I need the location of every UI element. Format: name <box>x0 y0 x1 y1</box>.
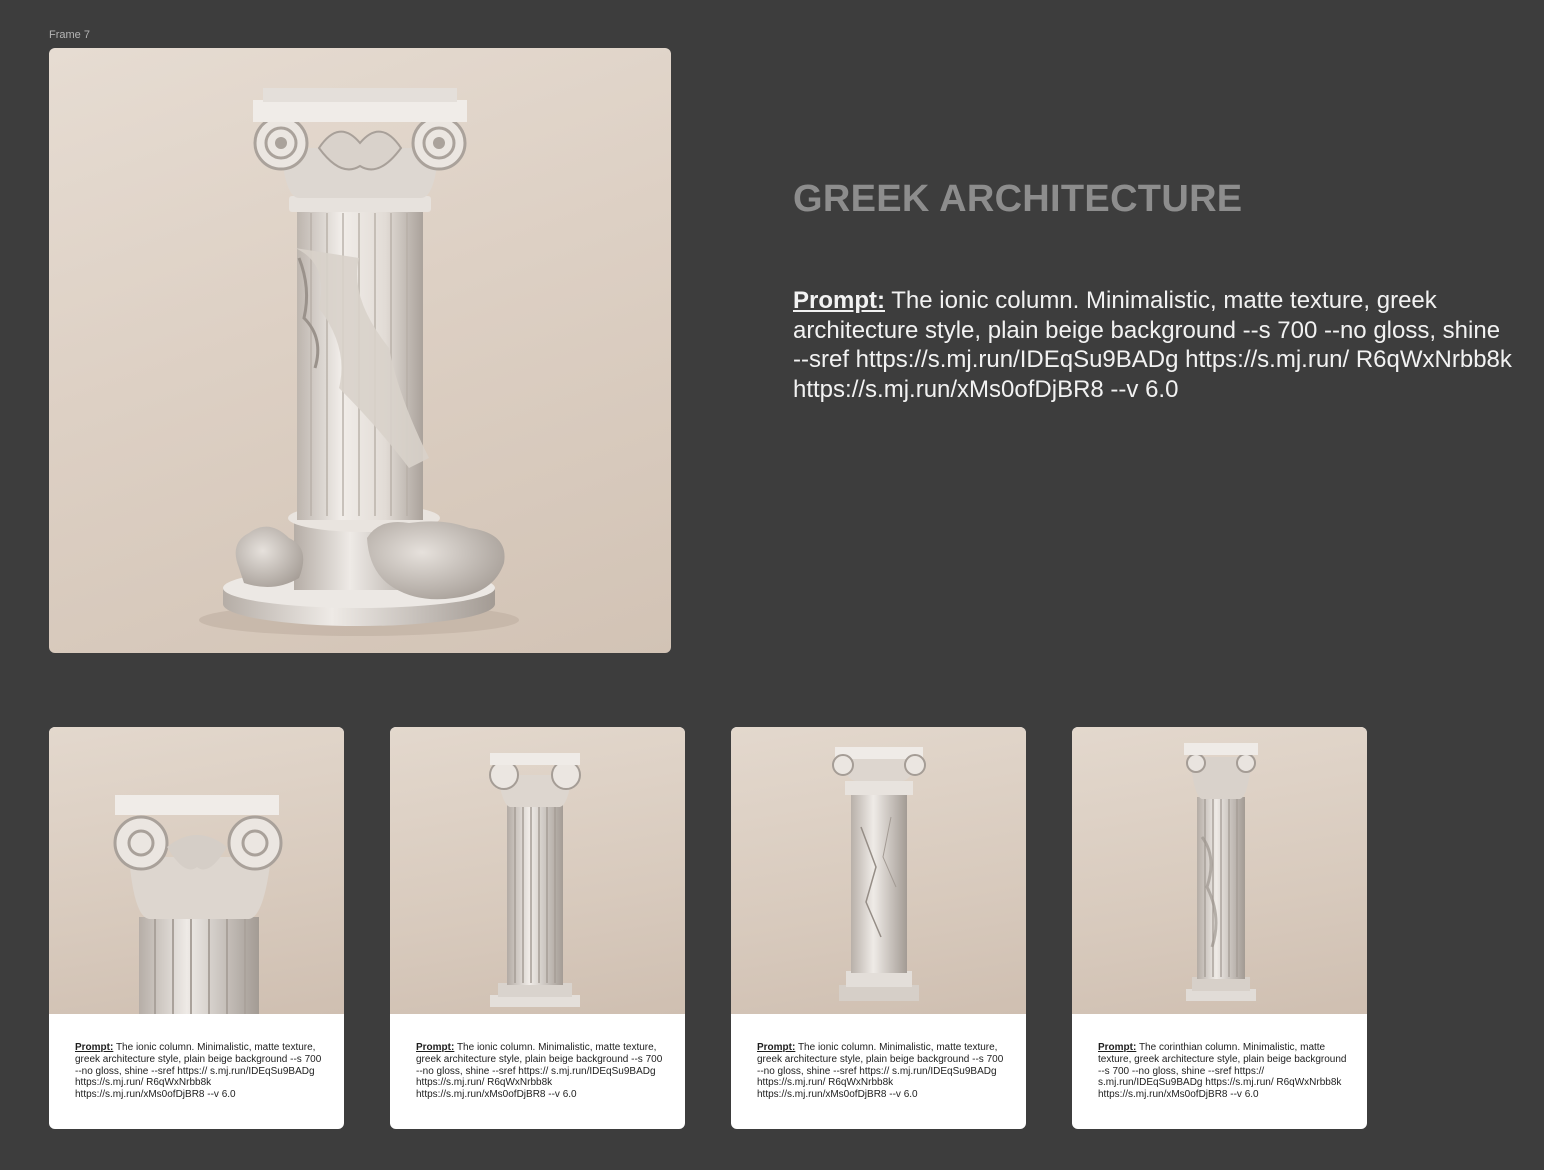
card-image-4 <box>1072 727 1367 1014</box>
marble-column-illustration <box>731 727 1026 1014</box>
card-prompt-label: Prompt: <box>1098 1042 1137 1053</box>
card-prompt-text: The corinthian column. Minimalistic, matte texture, greek architecture style, plain beige background --s 700 --no gloss, shine --sref https:// s.mj.run/IDEqSu9BADg https://s.mj.run/ R6qWxNrbb8k https://s.mj.run/xMs0ofDjBR8 --v 6.0 <box>1098 1042 1347 1101</box>
prompt-label: Prompt: <box>793 287 885 314</box>
column-capital-illustration <box>49 727 344 1014</box>
card-prompt-label: Prompt: <box>757 1042 796 1053</box>
main-prompt <box>793 286 1513 404</box>
card-prompt-1 <box>75 1042 325 1101</box>
page-title: GREEK ARCHITECTURE <box>793 178 1243 220</box>
prompt-card-1 <box>49 727 344 1129</box>
corinthian-column-illustration <box>1072 727 1367 1014</box>
prompt-card-2 <box>390 727 685 1129</box>
hero-column-image <box>49 48 671 653</box>
card-prompt-4 <box>1098 1042 1348 1101</box>
prompt-card-3 <box>731 727 1026 1129</box>
prompt-text: The ionic column. Minimalistic, matte texture, greek architecture style, plain beige background --s 700 --no gloss, shine --sref https://s.mj.run/IDEqSu9BADg https://s.mj.run/ R6qWxNrbb8k https://s.mj.run/xMs0ofDjBR8 --v 6.0 <box>793 287 1512 403</box>
card-prompt-text: The ionic column. Minimalistic, matte texture, greek architecture style, plain beige background --s 700 --no gloss, shine --sref https:// s.mj.run/IDEqSu9BADg https://s.mj.run/ R6qWxNrbb8k https://s.mj.run/xMs0ofDjBR8 --v 6.0 <box>757 1042 1004 1101</box>
card-image-3 <box>731 727 1026 1014</box>
frame-label: Frame 7 <box>49 29 90 41</box>
card-image-2 <box>390 727 685 1014</box>
card-prompt-2 <box>416 1042 666 1101</box>
prompt-card-4 <box>1072 727 1367 1129</box>
card-prompt-3 <box>757 1042 1007 1101</box>
fluted-column-illustration <box>390 727 685 1014</box>
card-prompt-text: The ionic column. Minimalistic, matte texture, greek architecture style, plain beige background --s 700 --no gloss, shine --sref https:// s.mj.run/IDEqSu9BADg https://s.mj.run/ R6qWxNrbb8k https://s.mj.run/xMs0ofDjBR8 --v 6.0 <box>416 1042 663 1101</box>
card-image-1 <box>49 727 344 1014</box>
card-prompt-text: The ionic column. Minimalistic, matte texture, greek architecture style, plain beige background --s 700 --no gloss, shine --sref https:// s.mj.run/IDEqSu9BADg https://s.mj.run/ R6qWxNrbb8k https://s.mj.run/xMs0ofDjBR8 --v 6.0 <box>75 1042 322 1101</box>
card-prompt-label: Prompt: <box>416 1042 455 1053</box>
card-prompt-label: Prompt: <box>75 1042 114 1053</box>
ionic-column-illustration <box>49 48 671 653</box>
